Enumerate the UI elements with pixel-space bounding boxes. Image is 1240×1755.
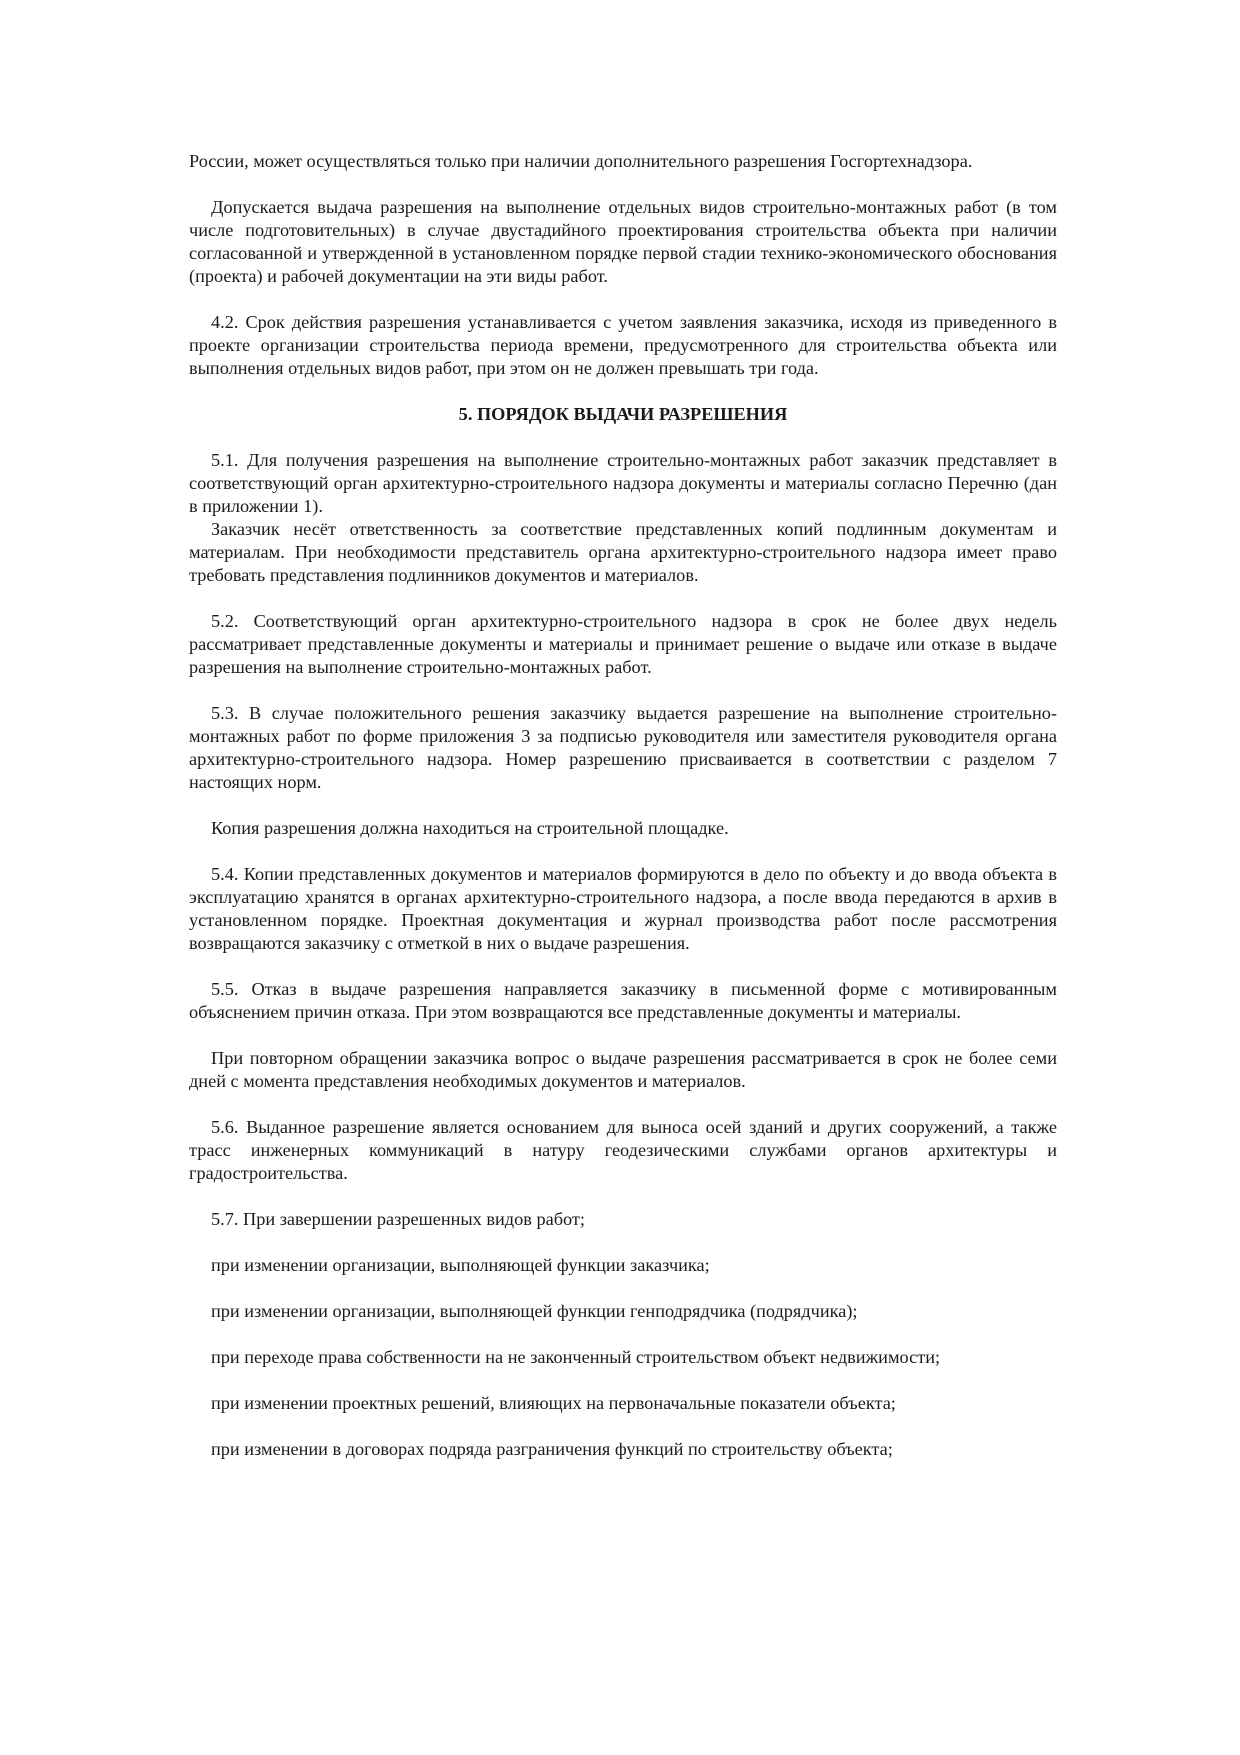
- paragraph-5-1: 5.1. Для получения разрешения на выполнение строительно-монтажных работ заказчик представляет в соответствующий орган архитектурно-строительного надзора документы и материалы согласно Перечню (дан в приложении 1).: [189, 450, 1057, 516]
- paragraph-copy-on-site: Копия разрешения должна находиться на строительной площадке.: [211, 818, 729, 838]
- list-item-contractor-change: при изменении организации, выполняющей функции генподрядчика (подрядчика);: [211, 1301, 858, 1321]
- paragraph-5-2: 5.2. Соответствующий орган архитектурно-строительного надзора в срок не более двух недель рассматривает представленные документы и материалы и принимает решение о выдаче или отказе в выдаче разрешения на выполнение строительно-монтажных работ.: [189, 611, 1057, 677]
- paragraph-continuation: России, может осуществляться только при наличии дополнительного разрешения Госгортехнадзора.: [189, 151, 973, 171]
- list-item-contract-change: при изменении в договорах подряда разграничения функций по строительству объекта;: [211, 1439, 893, 1459]
- paragraph-4-2: 4.2. Срок действия разрешения устанавливается с учетом заявления заказчика, исходя из приведенного в проекте организации строительства периода времени, предусмотренного для строительства объекта или выполнения отдельных видов работ, при этом он не должен превышать три года.: [189, 312, 1057, 378]
- paragraph-5-7: 5.7. При завершении разрешенных видов работ;: [211, 1209, 585, 1229]
- paragraph-5-6: 5.6. Выданное разрешение является основанием для выноса осей зданий и других сооружений, а также трасс инженерных коммуникаций в натуру геодезическими службами органов архитектуры и градостроительства.: [189, 1117, 1057, 1183]
- paragraph-allowed-issuance: Допускается выдача разрешения на выполнение отдельных видов строительно-монтажных работ (в том числе подготовительных) в случае двустадийного проектирования строительства объекта при наличии согласованной и утвержденной в установленном порядке первой стадии технико-экономического обоснования (проекта) и рабочей документации на эти виды работ.: [189, 197, 1057, 286]
- list-item-customer-change: при изменении организации, выполняющей функции заказчика;: [211, 1255, 710, 1275]
- list-item-ownership-transfer: при переходе права собственности на не законченный строительством объект недвижимости;: [211, 1347, 941, 1367]
- paragraph-5-4: 5.4. Копии представленных документов и материалов формируются в дело по объекту и до ввода объекта в эксплуатацию хранятся в органах архитектурно-строительного надзора, а после ввода передаются в архив в установленном порядке. Проектная документация и журнал производства работ после рассмотрения возвращаются заказчику с отметкой в них о выдаче разрешения.: [189, 864, 1057, 953]
- paragraph-5-3: 5.3. В случае положительного решения заказчику выдается разрешение на выполнение строительно-монтажных работ по форме приложения 3 за подписью руководителя или заместителя руководителя органа архитектурно-строительного надзора. Номер разрешению присваивается в соответствии с разделом 7 настоящих норм.: [189, 703, 1057, 792]
- document-page: [189, 150, 1057, 1484]
- section-5-heading: 5. ПОРЯДОК ВЫДАЧИ РАЗРЕШЕНИЯ: [458, 404, 788, 424]
- paragraph-repeat-request: При повторном обращении заказчика вопрос о выдаче разрешения рассматривается в срок не более семи дней с момента представления необходимых документов и материалов.: [189, 1048, 1057, 1091]
- paragraph-5-5: 5.5. Отказ в выдаче разрешения направляется заказчику в письменной форме с мотивированным объяснением причин отказа. При этом возвращаются все представленные документы и материалы.: [189, 979, 1057, 1022]
- paragraph-5-1-responsibility: Заказчик несёт ответственность за соответствие представленных копий подлинным документам и материалам. При необходимости представитель органа архитектурно-строительного надзора имеет право требовать представления подлинников документов и материалов.: [189, 519, 1057, 585]
- list-item-design-change: при изменении проектных решений, влияющих на первоначальные показатели объекта;: [211, 1393, 896, 1413]
